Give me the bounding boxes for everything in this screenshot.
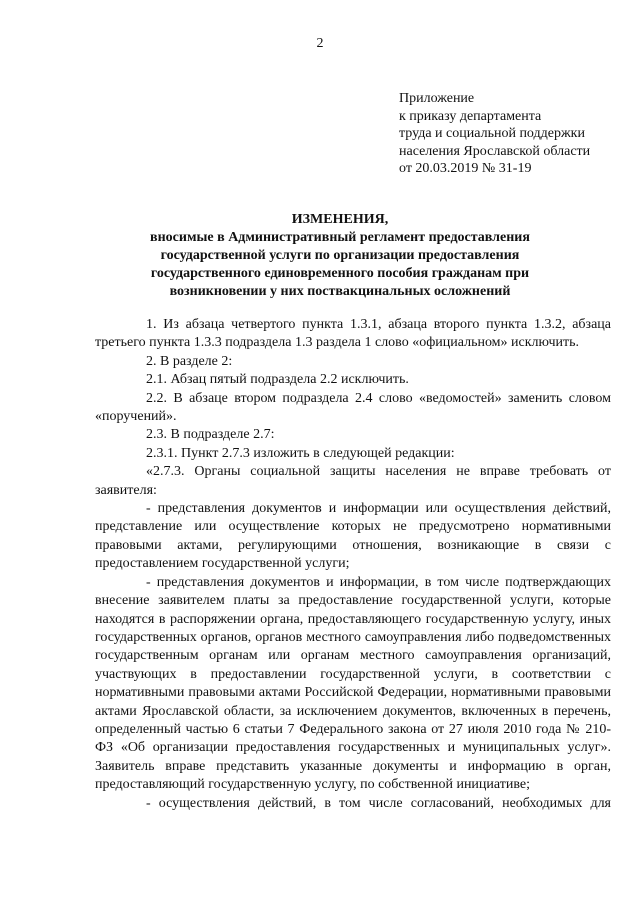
appendix-line: от 20.03.2019 № 31-19: [399, 161, 532, 176]
body-paragraph: 2.1. Абзац пятый подраздела 2.2 исключить.: [146, 372, 409, 388]
body-paragraph: 2.2. В абзаце втором подраздела 2.4 слово «ведомостей» заменить словом «поручений».: [95, 390, 611, 425]
document-body: [95, 316, 611, 813]
title-heading: ИЗМЕНЕНИЯ,: [291, 212, 389, 227]
document-title: [100, 211, 580, 301]
title-line: возникновении у них поствакцинальных осложнений: [169, 284, 511, 299]
title-line: государственного единовременного пособия гражданам при: [150, 266, 530, 281]
body-paragraph: 2.3. В подразделе 2.7:: [146, 427, 275, 443]
body-paragraph: - представления документов и информации или осуществления действий, представление или осуществление которых не предусмотрено нормативными правовыми актами, регулирующими отношения, возникающие в связи с предоставлением государственной услуги;: [95, 501, 611, 572]
body-paragraph: 1. Из абзаца четвертого пункта 1.3.1, абзаца второго пункта 1.3.2, абзаца третьего пункта 1.3.3 подраздела 1.3 раздела 1 слово «официальном» исключить.: [95, 317, 611, 351]
body-paragraph: 2.3.1. Пункт 2.7.3 изложить в следующей редакции:: [146, 445, 455, 461]
title-line: государственной услуги по организации предоставления: [160, 248, 520, 263]
body-paragraph: - осуществления действий, в том числе согласований, необходимых для: [146, 795, 611, 811]
appendix-line: Приложение: [399, 91, 475, 106]
title-line: вносимые в Административный регламент предоставления: [150, 230, 530, 245]
body-paragraph: - представления документов и информации, в том числе подтверждающих внесение заявителем платы за предоставление государственной услуги, которые находятся в распоряжении органа, предоставляющего государственную услугу, иных государственных органов, органов местного самоуправления либо подведомственных государственным органам или органам местного самоуправления организаций, участвующих в предоставлении государственной услуги, в соответствии с нормативными правовыми актами Российской Федерации, нормативными правовыми актами Ярославской области, за исключением документов, включенных в перечень, определенный частью 6 статьи 7 Федерального закона от 27 июля 2010 года № 210-ФЗ «Об организации предоставления государственных и муниципальных услуг». Заявитель вправе представить указанные документы и информацию в орган, предоставляющий государственную услугу, по собственной инициативе;: [95, 574, 611, 793]
page-number: 2: [316, 36, 324, 51]
appendix-block: [399, 90, 590, 178]
body-paragraph: «2.7.3. Органы социальной защиты населения не вправе требовать от заявителя:: [95, 464, 611, 498]
appendix-line: труда и социальной поддержки: [399, 126, 585, 141]
appendix-line: населения Ярославской области: [399, 143, 591, 159]
body-paragraph: 2. В разделе 2:: [146, 353, 233, 369]
appendix-line: к приказу департамента: [399, 108, 542, 124]
